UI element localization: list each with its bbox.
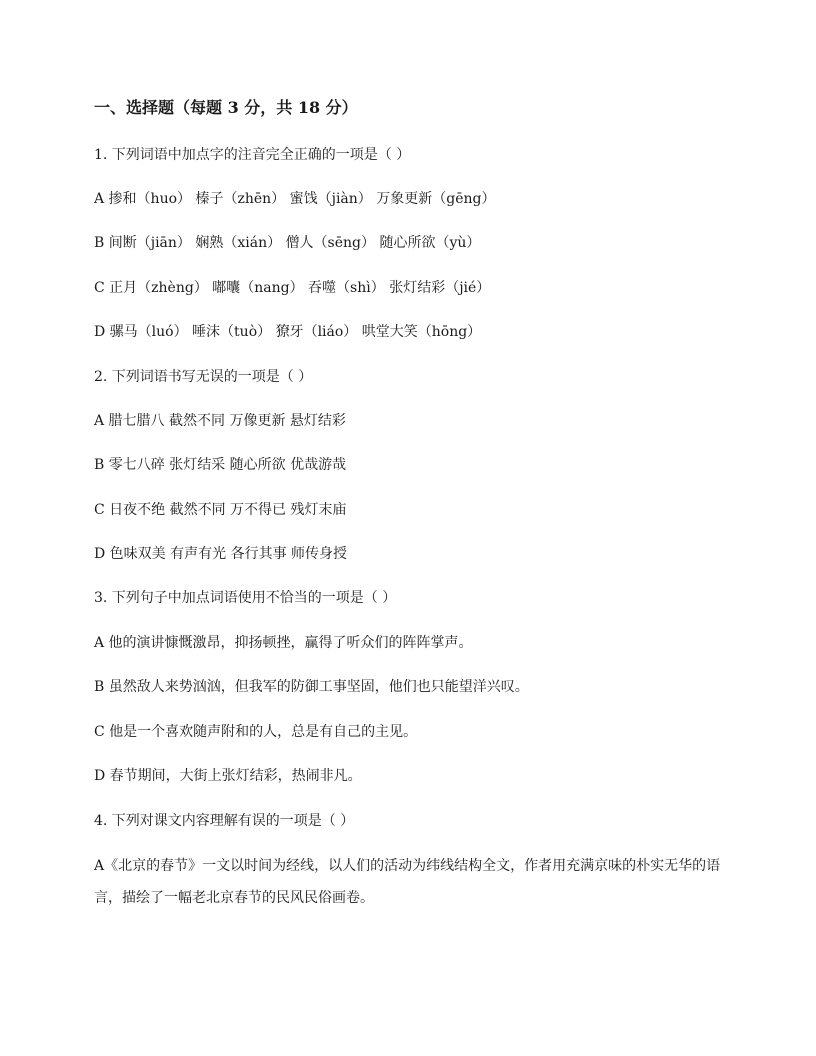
- question-2-option-a: A 腊七腊八 截然不同 万像更新 悬灯结彩: [94, 413, 346, 429]
- question-2-stem: 2. 下列词语书写无误的一项是（ ）: [94, 369, 313, 385]
- question-3-stem: 3. 下列句子中加点词语使用不恰当的一项是（ ）: [94, 590, 397, 606]
- question-3-option-d: D 春节期间，大街上张灯结彩，热闹非凡。: [94, 768, 362, 784]
- section-title: 一、选择题（每题 3 分，共 18 分）: [94, 98, 358, 117]
- question-3-option-b: B 虽然敌人来势汹汹，但我军的防御工事坚固，他们也只能望洋兴叹。: [94, 679, 529, 695]
- question-1-option-a: A 掺和（huo） 榛子（zhēn） 蜜饯（jiàn） 万象更新（gēng）: [94, 191, 496, 207]
- question-1-option-b: B 间断（jiān） 娴熟（xián） 僧人（sēng） 随心所欲（yù）: [94, 235, 481, 251]
- question-3-option-a: A 他的演讲慷慨激昂，抑扬顿挫，赢得了听众们的阵阵掌声。: [94, 635, 473, 651]
- question-2-option-d: D 色味双美 有声有光 各行其事 师传身授: [94, 546, 348, 562]
- question-4-stem: 4. 下列对课文内容理解有误的一项是（ ）: [94, 813, 355, 829]
- question-2-option-b: B 零七八碎 张灯结采 随心所欲 优哉游哉: [94, 457, 347, 473]
- question-1-option-c: C 正月（zhèng） 嘟囔（nang） 吞噬（shì） 张灯结彩（jié）: [94, 280, 491, 296]
- question-1-option-d: D 骡马（luó） 唾沫（tuò） 獠牙（liáo） 哄堂大笑（hōng）: [94, 324, 482, 340]
- question-1-stem: 1. 下列词语中加点字的注音完全正确的一项是（ ）: [94, 147, 411, 163]
- question-4-option-a: A《北京的春节》一文以时间为经线，以人们的活动为纬线结构全文，作者用充满京味的朴实无华的语言，描绘了一幅老北京春节的民风民俗画卷。: [94, 858, 721, 906]
- question-2-option-c: C 日夜不绝 截然不同 万不得已 残灯末庙: [94, 502, 347, 518]
- question-3-option-c: C 他是一个喜欢随声附和的人，总是有自己的主见。: [94, 724, 418, 740]
